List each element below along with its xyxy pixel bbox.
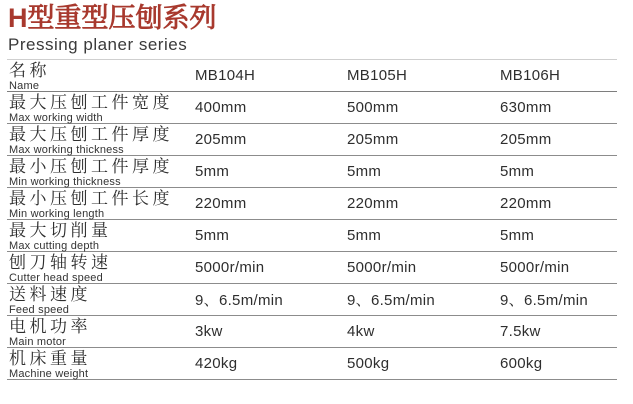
row-value-mb105h: 5000r/min bbox=[347, 259, 417, 277]
row-label-en: Min working length bbox=[9, 207, 105, 220]
row-value-mb104h: 5mm bbox=[195, 163, 230, 181]
row-label-en: Max working width bbox=[9, 111, 103, 124]
row-value-mb105h: 5mm bbox=[347, 163, 382, 181]
row-value-mb106h: 600kg bbox=[500, 355, 543, 373]
row-label-cell bbox=[7, 220, 195, 252]
spec-table bbox=[7, 59, 617, 380]
row-label-cell bbox=[7, 316, 195, 348]
row-value-mb104h: 5000r/min bbox=[195, 259, 265, 277]
row-value-mb106h: 9、6.5m/min bbox=[500, 292, 589, 310]
table-row bbox=[7, 316, 617, 348]
row-value-mb105h: 205mm bbox=[347, 131, 399, 149]
table-row bbox=[7, 156, 617, 188]
header-label-cell bbox=[7, 60, 195, 92]
row-label-cell bbox=[7, 252, 195, 284]
row-label-en: Main motor bbox=[9, 335, 67, 348]
row-label-en: Max working thickness bbox=[9, 143, 124, 156]
model-header-mb106h: MB106H bbox=[500, 67, 561, 85]
row-value-mb104h: 205mm bbox=[195, 131, 247, 149]
table-row bbox=[7, 252, 617, 284]
header-label-en: Name bbox=[9, 79, 40, 92]
row-label-cell bbox=[7, 124, 195, 156]
page-title-zh: H型重型压刨系列 bbox=[8, 3, 217, 33]
row-value-mb104h: 400mm bbox=[195, 99, 247, 117]
row-label-cell bbox=[7, 348, 195, 380]
row-label-zh: 最小压刨工件长度 bbox=[9, 188, 173, 208]
row-label-zh: 机床重量 bbox=[9, 348, 91, 368]
table-row bbox=[7, 348, 617, 380]
spec-table-header-row bbox=[7, 60, 617, 92]
row-value-mb106h: 5mm bbox=[500, 227, 535, 245]
row-value-mb105h: 500kg bbox=[347, 355, 390, 373]
row-label-zh: 刨刀轴转速 bbox=[9, 252, 112, 272]
row-label-en: Cutter head speed bbox=[9, 271, 103, 284]
row-value-mb106h: 220mm bbox=[500, 195, 552, 213]
row-label-zh: 最大压刨工件宽度 bbox=[9, 92, 173, 112]
model-header-mb105h: MB105H bbox=[347, 67, 408, 85]
table-row bbox=[7, 188, 617, 220]
row-value-mb104h: 3kw bbox=[195, 323, 223, 341]
table-row bbox=[7, 92, 617, 124]
row-label-zh: 最大压刨工件厚度 bbox=[9, 124, 173, 144]
row-label-cell bbox=[7, 284, 195, 316]
row-value-mb104h: 220mm bbox=[195, 195, 247, 213]
row-value-mb105h: 9、6.5m/min bbox=[347, 292, 436, 310]
row-label-en: Min working thickness bbox=[9, 175, 121, 188]
header-label-zh: 名称 bbox=[9, 60, 50, 80]
page-title-en: Pressing planer series bbox=[8, 34, 188, 54]
row-value-mb106h: 7.5kw bbox=[500, 323, 541, 341]
row-value-mb105h: 220mm bbox=[347, 195, 399, 213]
row-value-mb106h: 630mm bbox=[500, 99, 552, 117]
row-value-mb105h: 5mm bbox=[347, 227, 382, 245]
row-label-cell bbox=[7, 188, 195, 220]
row-value-mb104h: 420kg bbox=[195, 355, 238, 373]
row-value-mb106h: 5000r/min bbox=[500, 259, 570, 277]
row-value-mb106h: 5mm bbox=[500, 163, 535, 181]
table-row bbox=[7, 220, 617, 252]
spec-table-body bbox=[7, 92, 617, 380]
model-header-mb104h: MB104H bbox=[195, 67, 256, 85]
row-label-cell bbox=[7, 156, 195, 188]
row-value-mb104h: 5mm bbox=[195, 227, 230, 245]
row-label-zh: 最小压刨工件厚度 bbox=[9, 156, 173, 176]
row-value-mb106h: 205mm bbox=[500, 131, 552, 149]
row-label-en: Max cutting depth bbox=[9, 239, 100, 252]
row-label-en: Machine weight bbox=[9, 367, 89, 380]
row-label-zh: 送料速度 bbox=[9, 284, 91, 304]
table-row bbox=[7, 124, 617, 156]
row-label-zh: 电机功率 bbox=[9, 316, 91, 336]
row-label-cell bbox=[7, 92, 195, 124]
table-row bbox=[7, 284, 617, 316]
row-value-mb105h: 500mm bbox=[347, 99, 399, 117]
spec-sheet-page bbox=[0, 4, 633, 404]
row-label-en: Feed speed bbox=[9, 303, 70, 316]
row-label-zh: 最大切削量 bbox=[9, 220, 112, 240]
row-value-mb104h: 9、6.5m/min bbox=[195, 292, 284, 310]
row-value-mb105h: 4kw bbox=[347, 323, 375, 341]
